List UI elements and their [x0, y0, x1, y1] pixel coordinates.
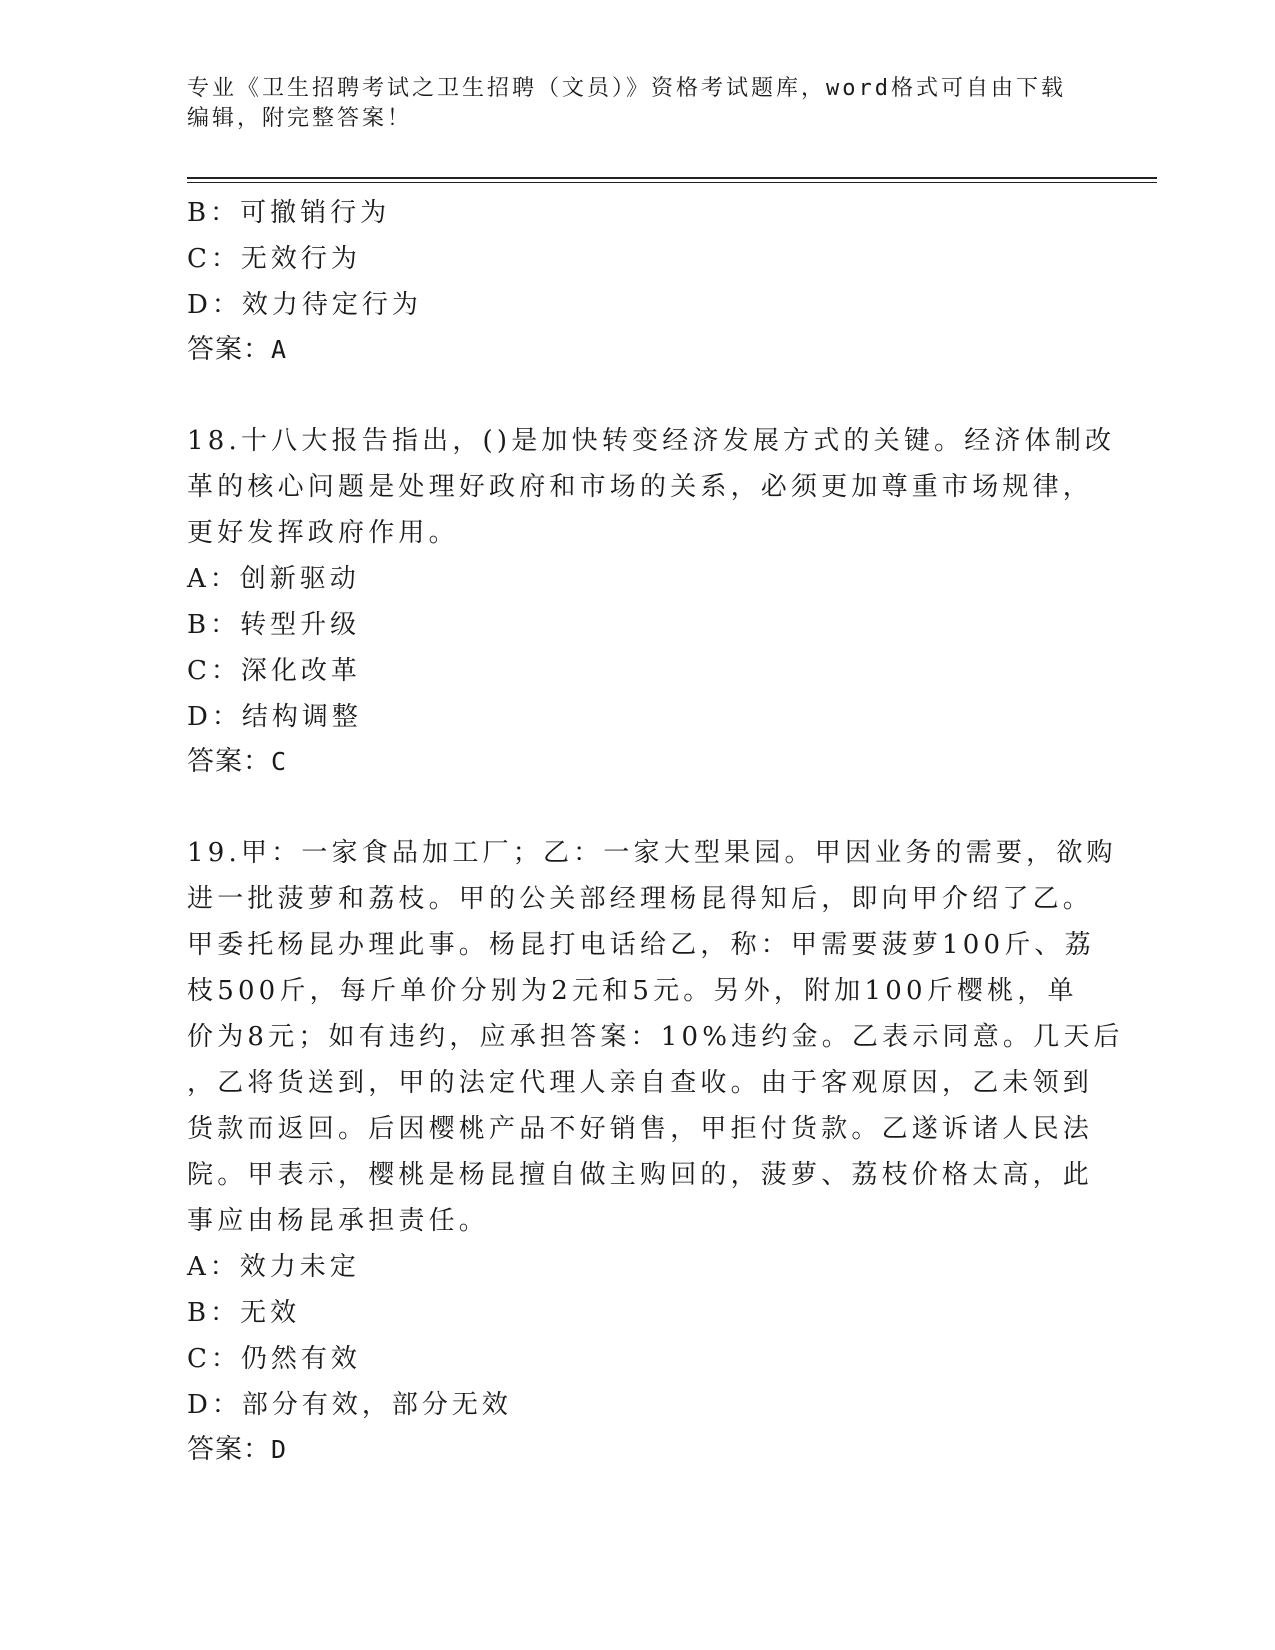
document-header	[187, 74, 1087, 134]
question-19	[187, 830, 1124, 1472]
question-line: 19.甲：一家食品加工厂；乙：一家大型果园。甲因业务的需要，欲购	[187, 838, 1117, 868]
question-line: 更好发挥政府作用。	[187, 518, 459, 548]
option-c: C：无效行为	[187, 244, 361, 274]
header-line-2: 编辑，附完整答案！	[187, 106, 413, 131]
question-line: 事应由杨昆承担责任。	[187, 1206, 490, 1236]
answer-label: 答案：	[187, 746, 271, 777]
question-text	[187, 830, 1124, 1244]
option-b: B：转型升级	[187, 610, 361, 640]
spacer	[187, 372, 1087, 418]
answer-line	[187, 740, 1087, 784]
question-line: ，乙将货送到，甲的法定代理人亲自查收。由于客观原因，乙未领到	[187, 1068, 1094, 1098]
header-line-1: 专业《卫生招聘考试之卫生招聘（文员）》资格考试题库，word格式可自由下载	[187, 76, 1066, 101]
answer-value: C	[271, 747, 288, 776]
option-b: B：无效	[187, 1298, 301, 1328]
option-d: D：效力待定行为	[187, 290, 422, 320]
question-line: 院。甲表示，樱桃是杨昆擅自做主购回的，菠萝、荔枝价格太高，此	[187, 1160, 1094, 1190]
question-line: 进一批菠萝和荔枝。甲的公关部经理杨昆得知后，即向甲介绍了乙。	[187, 884, 1094, 914]
header-divider	[187, 177, 1157, 183]
question-line: 革的核心问题是处理好政府和市场的关系，必须更加尊重市场规律，	[187, 472, 1094, 502]
option-a: A：创新驱动	[187, 564, 360, 594]
option-c: C：深化改革	[187, 656, 361, 686]
question-18	[187, 418, 1116, 784]
question-line: 价为8元；如有违约，应承担答案：10%违约金。乙表示同意。几天后	[187, 1022, 1124, 1052]
answer-line	[187, 328, 1087, 372]
option-d: D：结构调整	[187, 702, 362, 732]
option-b: B：可撤销行为	[187, 198, 391, 228]
answer-value: A	[271, 335, 288, 364]
question-line: 18.十八大报告指出，()是加快转变经济发展方式的关键。经济体制改	[187, 426, 1116, 456]
answer-label: 答案：	[187, 1434, 271, 1465]
question-17	[187, 190, 1087, 372]
question-line: 货款而返回。后因樱桃产品不好销售，甲拒付货款。乙遂诉诸人民法	[187, 1114, 1094, 1144]
question-content	[187, 190, 1124, 1472]
question-line: 枝500斤，每斤单价分别为2元和5元。另外，附加100斤樱桃，单	[187, 976, 1078, 1006]
spacer	[187, 784, 1087, 830]
question-line: 甲委托杨昆办理此事。杨昆打电话给乙，称：甲需要菠萝100斤、荔	[187, 930, 1095, 960]
answer-label: 答案：	[187, 334, 271, 365]
option-a: A：效力未定	[187, 1252, 360, 1282]
option-d: D：部分有效，部分无效	[187, 1390, 512, 1420]
answer-value: D	[271, 1435, 288, 1464]
question-text	[187, 418, 1116, 556]
answer-line	[187, 1428, 1087, 1472]
option-c: C：仍然有效	[187, 1344, 361, 1374]
